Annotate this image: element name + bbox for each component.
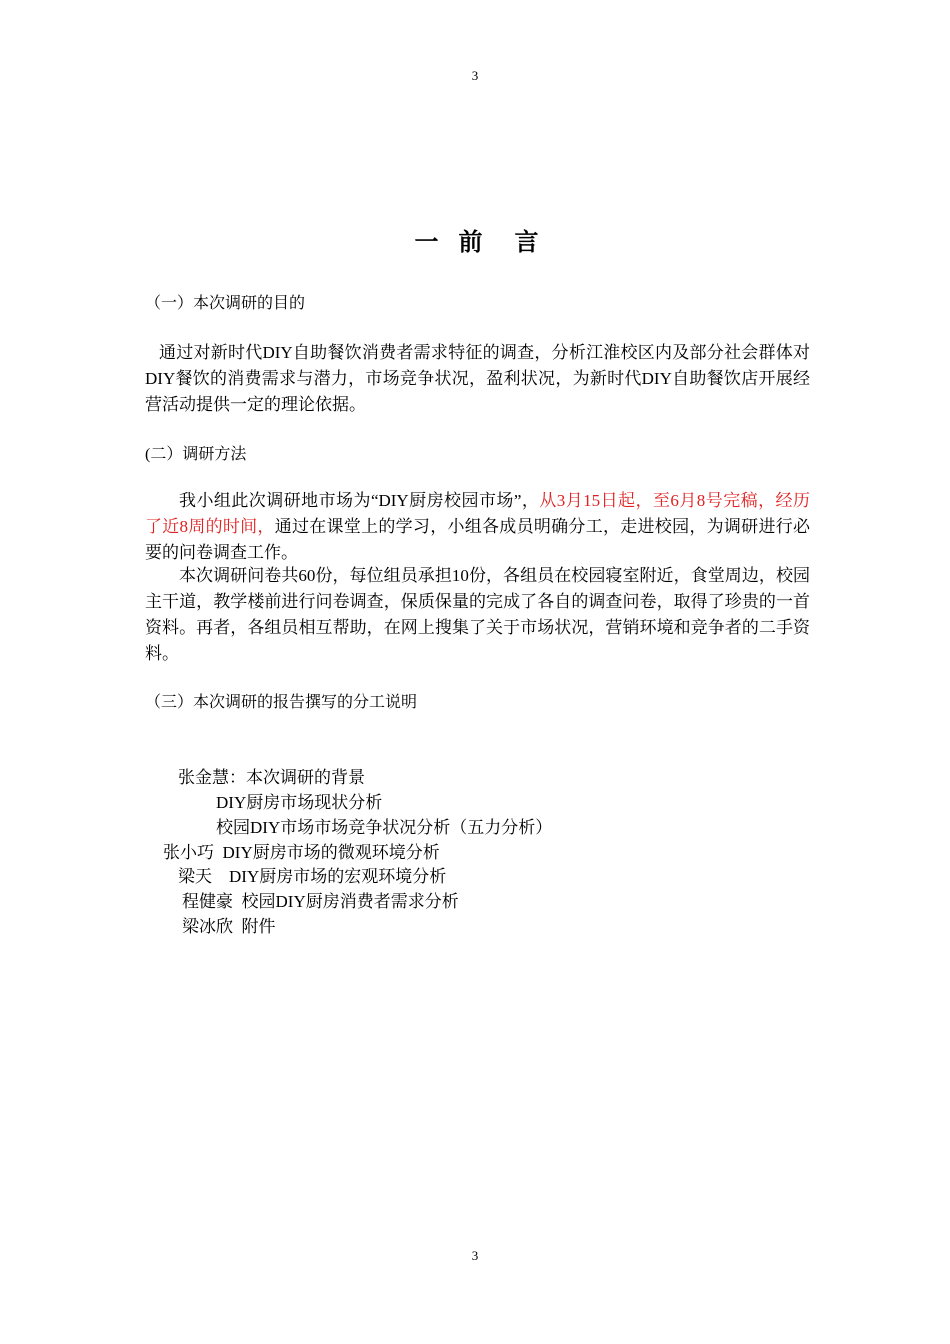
assignment-line: 梁冰欣 附件 (182, 917, 276, 936)
paragraph-purpose: 通过对新时代DIY自助餐饮消费者需求特征的调查，分析江淮校区内及部分社会群体对DIY餐饮的消费需求与潜力，市场竞争状况，盈利状况，为新时代DIY自助餐饮店开展经营活动提供一定的理论依据。 (145, 343, 810, 414)
assignment-line: 张金慧：本次调研的背景 (178, 768, 365, 787)
title-part-3: 言 (514, 228, 541, 256)
section-heading-assignment: （三）本次调研的报告撰写的分工说明 (145, 694, 418, 711)
assignment-line: 张小巧 DIY厨房市场的微观环境分析 (163, 843, 440, 862)
title-part-1: 一 (414, 228, 441, 256)
assignment-line: 程健豪 校园DIY厨房消费者需求分析 (182, 892, 459, 911)
method-text-a: 我小组此次调研地市场为“DIY厨房校园市场”， (179, 491, 540, 510)
assignment-line: 校园DIY市场市场竞争状况分析（五力分析） (216, 818, 553, 837)
section-heading-method: (二）调研方法 (145, 446, 247, 463)
section-heading-purpose: （一）本次调研的目的 (145, 295, 306, 312)
page-title (145, 222, 810, 257)
page-number-top: 3 (471, 68, 479, 83)
paragraph-method-1 (145, 488, 810, 566)
paragraph-method-2: 本次调研问卷共60份，每位组员承担10份，各组员在校园寝室附近，食堂周边，校园主干道，教学楼前进行问卷调查，保质保量的完成了各自的调查问卷，取得了珍贵的一首资料。再者，各组员相互帮助，在网上搜集了关于市场状况，营销环境和竞争者的二手资料。 (145, 566, 810, 663)
title-part-2: 前 (458, 228, 485, 256)
page-number-bottom: 3 (471, 1248, 479, 1263)
method-text-b: 通过在课堂上的学习，小组各成员明确分工，走进校园，为调研进行必要的问卷调查工作。 (145, 517, 811, 562)
assignment-line: 梁天 DIY厨房市场的宏观环境分析 (178, 867, 447, 886)
assignment-line: DIY厨房市场现状分析 (216, 793, 383, 812)
method-text-highlight: 从3月15日起，至6月8号完稿，经历了近8周的时间， (145, 491, 811, 536)
